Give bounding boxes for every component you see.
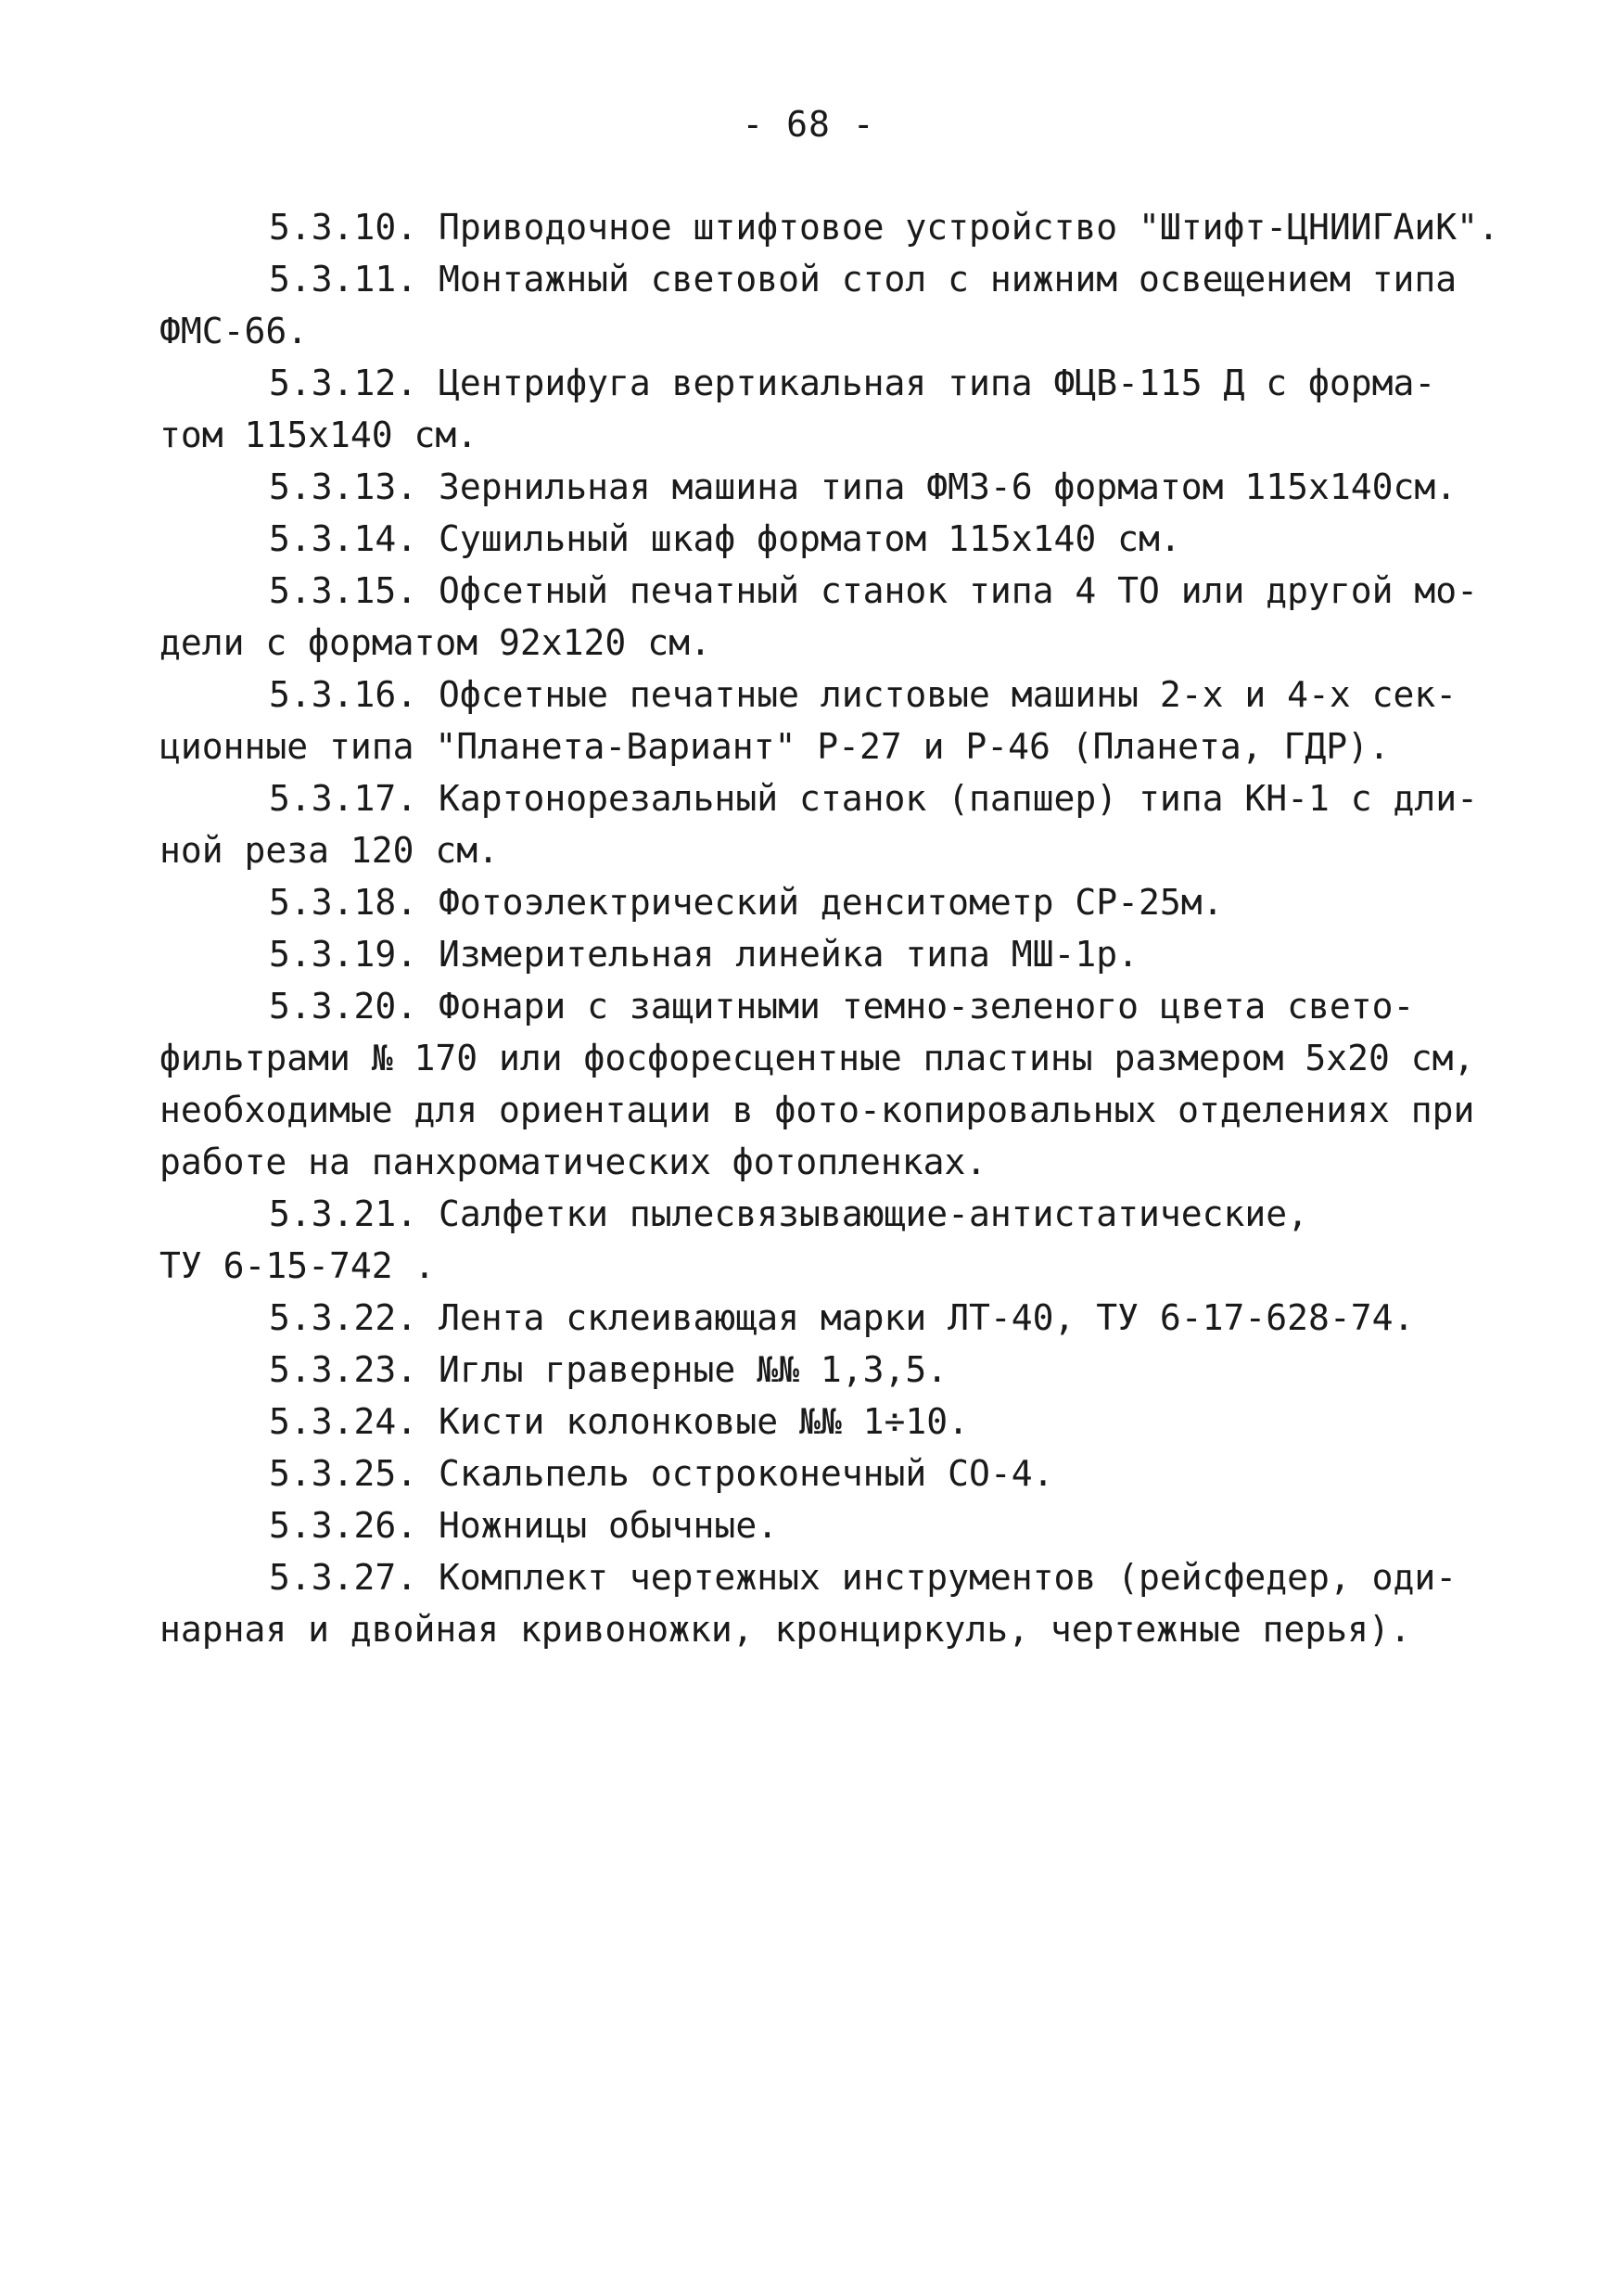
item-5-3-20-line-1: 5.3.20. Фонари с защитными темно-зеленого цвета свето- [269, 986, 1415, 1027]
item-5-3-16-line-2: ционные типа "Планета-Вариант" Р-27 и Р-46 (Планета, ГДР). [159, 726, 1390, 767]
item-5-3-17-line-1: 5.3.17. Картонорезальный станок (папшер) типа КН-1 с дли- [269, 778, 1479, 819]
item-5-3-13-line-1: 5.3.13. Зернильная машина типа ФМЗ-6 форматом 115х140см. [269, 466, 1458, 507]
item-5-3-21-line-1: 5.3.21. Салфетки пылесвязывающие-антистатические, [269, 1193, 1309, 1234]
item-5-3-20-line-4: работе на панхроматических фотопленках. [159, 1142, 987, 1182]
item-5-3-19-line-1: 5.3.19. Измерительная линейка типа МШ-1р. [269, 934, 1139, 975]
item-5-3-23-line-1: 5.3.23. Иглы граверные №№ 1,3,5. [269, 1349, 949, 1390]
item-5-3-24-line-1: 5.3.24. Кисти колонковые №№ 1÷10. [269, 1401, 969, 1442]
item-5-3-22-line-1: 5.3.22. Лента склеивающая марки ЛТ-40, ТУ 6-17-628-74. [269, 1297, 1415, 1338]
item-5-3-11-line-2: ФМС-66. [159, 311, 309, 351]
item-5-3-21-line-2: ТУ 6-15-742 . [159, 1245, 436, 1286]
item-5-3-12-line-2: том 115х140 см. [159, 415, 478, 455]
item-5-3-17-line-2: ной реза 120 см. [159, 830, 500, 871]
item-5-3-10-line-1: 5.3.10. Приводочное штифтовое устройство "Штифт-ЦНИИГАиК". [269, 207, 1499, 248]
item-5-3-16-line-1: 5.3.16. Офсетные печатные листовые машины 2-х и 4-х сек- [269, 674, 1458, 715]
item-5-3-12-line-1: 5.3.12. Центрифуга вертикальная типа ФЦВ-115 Д с форма- [269, 363, 1436, 403]
item-5-3-15-line-1: 5.3.15. Офсетный печатный станок типа 4 ТО или другой мо- [269, 570, 1479, 611]
item-5-3-25-line-1: 5.3.25. Скальпель остроконечный СО-4. [269, 1453, 1054, 1494]
item-5-3-20-line-2: фильтрами № 170 или фосфоресцентные пластины размером 5х20 см, [159, 1038, 1475, 1078]
item-5-3-14-line-1: 5.3.14. Сушильный шкаф форматом 115х140 см. [269, 518, 1181, 559]
item-5-3-27-line-2: нарная и двойная кривоножки, кронциркуль, чертежные перья). [159, 1609, 1411, 1650]
item-5-3-18-line-1: 5.3.18. Фотоэлектрический денситометр СР-25м. [269, 882, 1224, 923]
item-5-3-26-line-1: 5.3.26. Ножницы обычные. [269, 1505, 779, 1546]
page-number: - 68 - [742, 104, 875, 145]
item-5-3-20-line-3: необходимые для ориентации в фото-копировальных отделениях при [159, 1090, 1475, 1130]
item-5-3-27-line-1: 5.3.27. Комплект чертежных инструментов (рейсфедер, оди- [269, 1557, 1458, 1598]
item-5-3-11-line-1: 5.3.11. Монтажный световой стол с нижним освещением типа [269, 259, 1458, 300]
item-5-3-15-line-2: дели с форматом 92х120 см. [159, 622, 711, 663]
